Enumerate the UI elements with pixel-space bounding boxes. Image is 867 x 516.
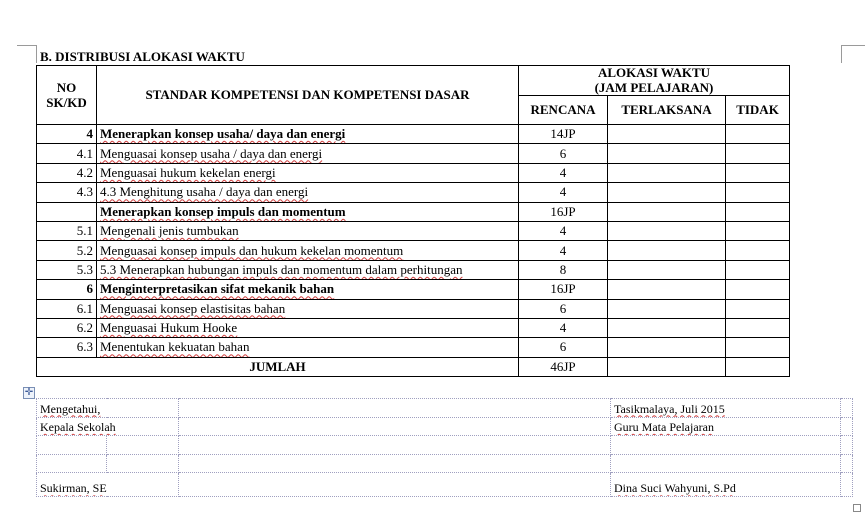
sig-right-name[interactable]: Dina Suci Wahyuni, S.Pd bbox=[611, 473, 841, 497]
table-row[interactable] bbox=[37, 144, 790, 163]
row-competency[interactable]: Menerapkan konsep usaha/ daya dan energi bbox=[97, 125, 519, 144]
row-competency[interactable]: Menerapkan konsep impuls dan momentum bbox=[97, 202, 519, 221]
header-no-label: NO bbox=[56, 80, 77, 95]
row-rencana[interactable]: 4 bbox=[519, 221, 608, 240]
row-competency[interactable]: 5.3 Menerapkan hubungan impuls dan momentum dalam perhitungan bbox=[97, 260, 519, 279]
sig-empty-cell[interactable] bbox=[179, 436, 611, 455]
page-corner-guide bbox=[841, 45, 865, 46]
row-competency[interactable]: Menentukan kekuatan bahan bbox=[97, 338, 519, 357]
row-competency[interactable]: Menguasai hukum kekelan energi bbox=[97, 163, 519, 182]
row-rencana[interactable]: 4 bbox=[519, 241, 608, 260]
row-competency[interactable]: Menginterpretasikan sifat mekanik bahan bbox=[97, 280, 519, 299]
row-terlaksana[interactable] bbox=[608, 202, 726, 221]
row-terlaksana[interactable] bbox=[608, 163, 726, 182]
row-tidak[interactable] bbox=[726, 221, 790, 240]
row-no[interactable]: 5.3 bbox=[37, 260, 97, 279]
table-row[interactable] bbox=[37, 163, 790, 182]
row-terlaksana[interactable] bbox=[608, 241, 726, 260]
row-tidak[interactable] bbox=[726, 202, 790, 221]
signature-table[interactable] bbox=[36, 398, 853, 497]
table-row[interactable] bbox=[37, 202, 790, 221]
sig-empty-cell[interactable] bbox=[179, 399, 611, 418]
row-competency[interactable]: Mengenali jenis tumbukan bbox=[97, 221, 519, 240]
header-sk-kd-label: SK/KD bbox=[46, 95, 87, 110]
row-rencana[interactable]: 4 bbox=[519, 318, 608, 337]
row-no[interactable]: 5.2 bbox=[37, 241, 97, 260]
row-no[interactable]: 5.1 bbox=[37, 221, 97, 240]
sig-empty-cell[interactable] bbox=[107, 436, 179, 455]
row-no[interactable]: 6 bbox=[37, 280, 97, 299]
row-tidak[interactable] bbox=[726, 163, 790, 182]
row-tidak[interactable] bbox=[726, 125, 790, 144]
row-tidak[interactable] bbox=[726, 299, 790, 318]
row-terlaksana[interactable] bbox=[608, 221, 726, 240]
row-terlaksana[interactable] bbox=[608, 144, 726, 163]
row-no[interactable]: 6.2 bbox=[37, 318, 97, 337]
row-tidak[interactable] bbox=[726, 260, 790, 279]
row-tidak[interactable] bbox=[726, 280, 790, 299]
header-alokasi[interactable]: ALOKASI WAKTU bbox=[519, 66, 790, 81]
total-value[interactable]: 46JP bbox=[519, 357, 608, 376]
sig-empty-cell[interactable] bbox=[611, 436, 841, 455]
sig-empty-cell[interactable] bbox=[841, 436, 853, 455]
row-rencana[interactable]: 6 bbox=[519, 338, 608, 357]
header-tidak[interactable]: TIDAK bbox=[726, 96, 790, 125]
sig-kepala-sekolah[interactable]: Kepala Sekolah bbox=[37, 417, 179, 436]
row-no[interactable]: 6.1 bbox=[37, 299, 97, 318]
sig-empty-cell[interactable] bbox=[179, 473, 611, 497]
header-rencana[interactable]: RENCANA bbox=[519, 96, 608, 125]
row-competency[interactable]: Menguasai konsep elastisitas bahan bbox=[97, 299, 519, 318]
sig-empty-cell[interactable] bbox=[179, 417, 611, 436]
table-row[interactable] bbox=[37, 318, 790, 337]
row-no[interactable]: 4.3 bbox=[37, 183, 97, 202]
sig-place-date[interactable]: Tasikmalaya, Juli 2015 bbox=[611, 399, 841, 418]
row-no[interactable]: 4.1 bbox=[37, 144, 97, 163]
row-rencana[interactable]: 6 bbox=[519, 144, 608, 163]
header-terlaksana[interactable]: TERLAKSANA bbox=[608, 96, 726, 125]
sig-empty-cell[interactable] bbox=[841, 399, 853, 418]
page-corner-guide bbox=[841, 45, 842, 63]
table-row[interactable] bbox=[37, 260, 790, 279]
sig-mengetahui[interactable]: Mengetahui, bbox=[37, 399, 179, 418]
row-no[interactable] bbox=[37, 202, 97, 221]
row-competency[interactable]: Menguasai konsep impuls dan hukum kekelan momentum bbox=[97, 241, 519, 260]
table-row[interactable] bbox=[37, 125, 790, 144]
section-title: B. DISTRIBUSI ALOKASI WAKTU bbox=[40, 49, 245, 64]
row-no[interactable]: 4 bbox=[37, 125, 97, 144]
row-rencana[interactable]: 4 bbox=[519, 163, 608, 182]
row-tidak[interactable] bbox=[726, 338, 790, 357]
sig-empty-cell[interactable] bbox=[37, 436, 107, 455]
total-label[interactable]: JUMLAH bbox=[37, 357, 519, 376]
row-tidak[interactable] bbox=[726, 144, 790, 163]
sig-empty-cell[interactable] bbox=[611, 454, 841, 473]
page-corner-guide bbox=[36, 45, 37, 63]
row-terlaksana[interactable] bbox=[608, 125, 726, 144]
row-rencana[interactable]: 14JP bbox=[519, 125, 608, 144]
row-tidak[interactable] bbox=[726, 318, 790, 337]
sig-empty-cell[interactable] bbox=[107, 454, 179, 473]
row-competency[interactable]: Menguasai konsep usaha / daya dan energi bbox=[97, 144, 519, 163]
row-rencana[interactable]: 8 bbox=[519, 260, 608, 279]
row-no[interactable]: 6.3 bbox=[37, 338, 97, 357]
row-rencana[interactable]: 16JP bbox=[519, 280, 608, 299]
header-standar[interactable]: STANDAR KOMPETENSI DAN KOMPETENSI DASAR bbox=[97, 66, 519, 125]
row-rencana[interactable]: 16JP bbox=[519, 202, 608, 221]
row-terlaksana[interactable] bbox=[608, 338, 726, 357]
header-jam-pelajaran[interactable]: (JAM PELAJARAN) bbox=[519, 80, 790, 96]
row-no[interactable]: 4.2 bbox=[37, 163, 97, 182]
sig-empty-cell[interactable] bbox=[841, 454, 853, 473]
row-terlaksana[interactable] bbox=[608, 280, 726, 299]
row-tidak[interactable] bbox=[726, 241, 790, 260]
row-rencana[interactable]: 4 bbox=[519, 183, 608, 202]
row-competency[interactable]: Menguasai Hukum Hooke bbox=[97, 318, 519, 337]
row-terlaksana[interactable] bbox=[608, 260, 726, 279]
table-row[interactable] bbox=[37, 183, 790, 202]
total-terlaksana-cell[interactable] bbox=[608, 357, 726, 376]
sig-empty-cell[interactable] bbox=[179, 454, 611, 473]
sig-left-name[interactable]: Sukirman, SE bbox=[37, 473, 179, 497]
row-terlaksana[interactable] bbox=[608, 299, 726, 318]
table-resize-handle-icon[interactable] bbox=[853, 504, 861, 512]
row-rencana[interactable]: 6 bbox=[519, 299, 608, 318]
row-terlaksana[interactable] bbox=[608, 183, 726, 202]
page-corner-guide bbox=[17, 45, 37, 46]
table-row[interactable] bbox=[37, 221, 790, 240]
table-row[interactable] bbox=[37, 241, 790, 260]
sig-empty-cell[interactable] bbox=[37, 454, 107, 473]
table-move-handle-icon[interactable]: ✛ bbox=[24, 387, 34, 398]
table-row[interactable] bbox=[37, 280, 790, 299]
total-row[interactable] bbox=[37, 357, 790, 376]
sig-guru-mapel[interactable]: Guru Mata Pelajaran bbox=[611, 417, 841, 436]
header-no[interactable] bbox=[37, 66, 97, 125]
row-competency[interactable]: 4.3 Menghitung usaha / daya dan energi bbox=[97, 183, 519, 202]
allocation-table[interactable] bbox=[36, 65, 790, 377]
row-terlaksana[interactable] bbox=[608, 318, 726, 337]
table-row[interactable] bbox=[37, 299, 790, 318]
sig-empty-cell[interactable] bbox=[841, 417, 853, 436]
table-row[interactable] bbox=[37, 338, 790, 357]
total-tidak-cell[interactable] bbox=[726, 357, 790, 376]
row-tidak[interactable] bbox=[726, 183, 790, 202]
sig-empty-cell[interactable] bbox=[841, 473, 853, 497]
